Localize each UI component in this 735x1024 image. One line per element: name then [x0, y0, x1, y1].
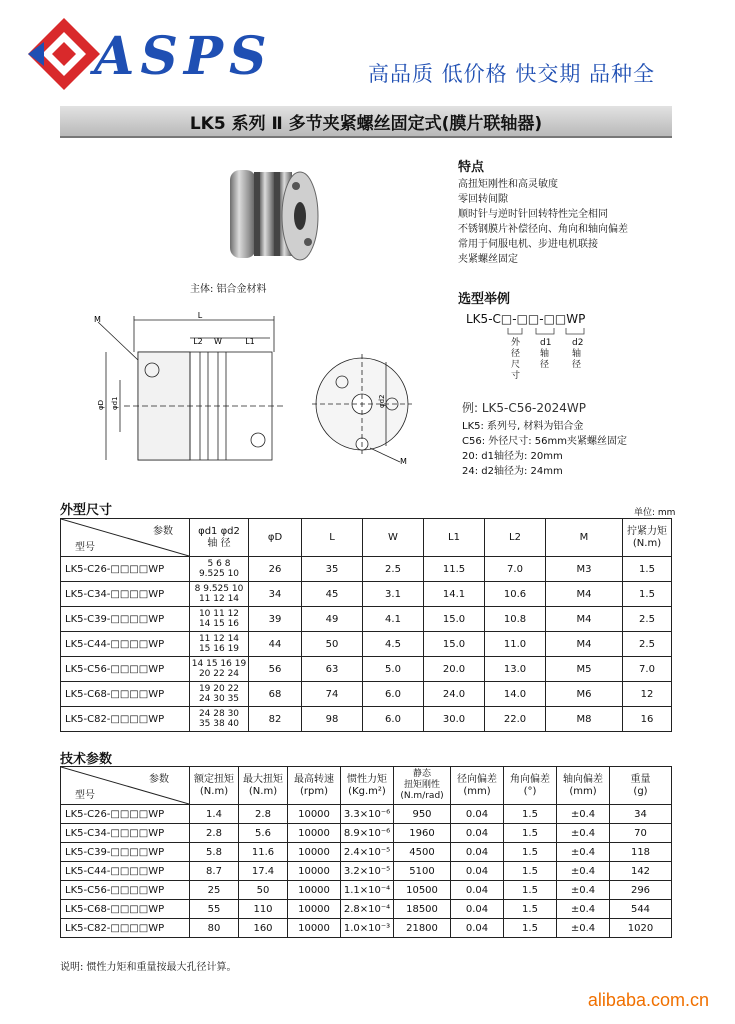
label-outer-size: 外径尺寸	[511, 338, 521, 381]
dim-M-end: M	[400, 457, 407, 466]
header-stiffness: 静态 扭矩刚性 (N.m/rad)	[394, 767, 451, 805]
cell-inertia: 1.1×10⁻⁴	[341, 881, 394, 900]
header-axial: 轴向偏差 (mm)	[557, 767, 610, 805]
cell-torque: 2.5	[623, 632, 672, 657]
cell-W: 6.0	[363, 707, 424, 732]
cell-inertia: 3.2×10⁻⁵	[341, 862, 394, 881]
cell-radial: 0.04	[451, 881, 504, 900]
header-W: W	[363, 519, 424, 557]
technical-table	[60, 766, 672, 938]
cell-model: LK5-C39-□□□□WP	[61, 607, 190, 632]
cell-angular: 1.5	[504, 862, 557, 881]
cell-rated: 25	[190, 881, 239, 900]
table-row	[61, 900, 672, 919]
cell-axial: ±0.4	[557, 919, 610, 938]
cell-M: M6	[546, 682, 623, 707]
cell-L1: 15.0	[424, 632, 485, 657]
cell-bore: 10 11 12 14 15 16	[190, 607, 249, 632]
cell-torque: 1.5	[623, 582, 672, 607]
cell-bore: 11 12 14 15 16 19	[190, 632, 249, 657]
slogan: 高品质 低价格 快交期 品种全	[368, 62, 656, 86]
cell-model: LK5-C44-□□□□WP	[61, 632, 190, 657]
cell-stiffness: 950	[394, 805, 451, 824]
cell-speed: 10000	[288, 862, 341, 881]
cell-radial: 0.04	[451, 805, 504, 824]
cell-stiffness: 1960	[394, 824, 451, 843]
cell-L2: 7.0	[485, 557, 546, 582]
dim-phiD: φD	[97, 399, 105, 410]
cell-model: LK5-C26-□□□□WP	[61, 805, 190, 824]
cell-L2: 11.0	[485, 632, 546, 657]
note-line: LK5: 系列号, 材料为铝合金	[462, 421, 584, 432]
cell-axial: ±0.4	[557, 881, 610, 900]
cell-axial: ±0.4	[557, 862, 610, 881]
cell-weight: 142	[610, 862, 672, 881]
cell-L: 35	[302, 557, 363, 582]
cell-rated: 80	[190, 919, 239, 938]
cell-M: M5	[546, 657, 623, 682]
selection-example: 例: LK5-C56-2024WP	[462, 401, 586, 415]
dim-M: M	[94, 315, 101, 324]
cell-L2: 10.6	[485, 582, 546, 607]
cell-L1: 15.0	[424, 607, 485, 632]
note-line: 24: d2轴径为: 24mm	[462, 466, 563, 477]
header-radial: 径向偏差 (mm)	[451, 767, 504, 805]
header-param: 参数	[153, 526, 173, 537]
cell-speed: 10000	[288, 900, 341, 919]
cell-torque: 16	[623, 707, 672, 732]
dim-phid2: φd2	[378, 394, 386, 408]
cell-speed: 10000	[288, 843, 341, 862]
dimensions-table	[60, 518, 672, 732]
cell-W: 3.1	[363, 582, 424, 607]
cell-inertia: 2.4×10⁻⁵	[341, 843, 394, 862]
feature-item: 高扭矩刚性和高灵敏度	[458, 179, 558, 190]
selection-notes	[462, 419, 627, 479]
cell-inertia: 3.3×10⁻⁶	[341, 805, 394, 824]
cell-weight: 70	[610, 824, 672, 843]
header-L: L	[302, 519, 363, 557]
cell-model: LK5-C26-□□□□WP	[61, 557, 190, 582]
cell-model: LK5-C39-□□□□WP	[61, 843, 190, 862]
footnote: 说明: 惯性力矩和重量按最大孔径计算。	[60, 962, 237, 973]
cell-bore: 5 6 8 9.525 10	[190, 557, 249, 582]
cell-angular: 1.5	[504, 824, 557, 843]
header-bore: φd1 φd2 轴 径	[190, 519, 249, 557]
cell-stiffness: 18500	[394, 900, 451, 919]
cell-M: M3	[546, 557, 623, 582]
table-row	[61, 824, 672, 843]
cell-L: 49	[302, 607, 363, 632]
dimensions-heading: 外型尺寸	[60, 503, 113, 518]
brand-text: ASPS	[94, 26, 273, 87]
cell-L: 63	[302, 657, 363, 682]
cell-W: 4.5	[363, 632, 424, 657]
cell-speed: 10000	[288, 881, 341, 900]
cell-D: 56	[249, 657, 302, 682]
header-L1: L1	[424, 519, 485, 557]
table-row	[61, 557, 672, 582]
feature-item: 零回转间隙	[458, 194, 508, 205]
header-weight: 重量 (g)	[610, 767, 672, 805]
cell-model: LK5-C34-□□□□WP	[61, 824, 190, 843]
cell-inertia: 8.9×10⁻⁶	[341, 824, 394, 843]
unit-label: 单位: mm	[634, 508, 676, 518]
cell-torque: 2.5	[623, 607, 672, 632]
cell-M: M8	[546, 707, 623, 732]
table-row	[61, 632, 672, 657]
table-row	[61, 843, 672, 862]
side-view-drawing	[94, 312, 294, 462]
table-row	[61, 707, 672, 732]
cell-weight: 34	[610, 805, 672, 824]
cell-L2: 22.0	[485, 707, 546, 732]
cell-W: 4.1	[363, 607, 424, 632]
cell-weight: 544	[610, 900, 672, 919]
header-torque: 拧紧力矩 (N.m)	[623, 519, 672, 557]
cell-W: 5.0	[363, 657, 424, 682]
cell-max: 17.4	[239, 862, 288, 881]
cell-speed: 10000	[288, 919, 341, 938]
cell-axial: ±0.4	[557, 900, 610, 919]
watermark: alibaba.com.cn	[587, 990, 709, 1010]
cell-torque: 7.0	[623, 657, 672, 682]
cell-speed: 10000	[288, 805, 341, 824]
dim-W: W	[214, 337, 222, 346]
cell-model: LK5-C34-□□□□WP	[61, 582, 190, 607]
cell-radial: 0.04	[451, 862, 504, 881]
feature-item: 顺时针与逆时针回转特性完全相同	[458, 209, 608, 220]
selection-heading: 选型举例	[458, 292, 511, 307]
diag-header-cell	[61, 519, 190, 557]
cell-model: LK5-C44-□□□□WP	[61, 862, 190, 881]
header-model: 型号	[75, 790, 95, 801]
feature-item: 常用于伺服电机、步进电机联接	[458, 239, 598, 250]
cell-rated: 55	[190, 900, 239, 919]
cell-D: 26	[249, 557, 302, 582]
cell-angular: 1.5	[504, 919, 557, 938]
cell-max: 5.6	[239, 824, 288, 843]
cell-L: 98	[302, 707, 363, 732]
note-line: C56: 外径尺寸: 56mm夹紧螺丝固定	[462, 436, 628, 447]
cell-D: 68	[249, 682, 302, 707]
table-row	[61, 682, 672, 707]
cell-L1: 11.5	[424, 557, 485, 582]
label-d2: d2轴径	[572, 338, 584, 370]
cell-weight: 1020	[610, 919, 672, 938]
header-param: 参数	[149, 774, 169, 785]
cell-stiffness: 4500	[394, 843, 451, 862]
page-title: LK5 系列 Ⅱ 多节夹紧螺丝固定式(膜片联轴器)	[189, 114, 543, 134]
cell-axial: ±0.4	[557, 843, 610, 862]
header-M: M	[546, 519, 623, 557]
cell-model: LK5-C68-□□□□WP	[61, 900, 190, 919]
cell-weight: 296	[610, 881, 672, 900]
cell-rated: 5.8	[190, 843, 239, 862]
diag-header-cell	[61, 767, 190, 805]
cell-L2: 14.0	[485, 682, 546, 707]
table-row	[61, 582, 672, 607]
cell-D: 44	[249, 632, 302, 657]
cell-torque: 1.5	[623, 557, 672, 582]
end-view-drawing	[300, 340, 426, 474]
table-row	[61, 919, 672, 938]
cell-max: 2.8	[239, 805, 288, 824]
model-code: LK5-C□-□□-□□WP	[466, 312, 586, 326]
cell-speed: 10000	[288, 824, 341, 843]
cell-weight: 118	[610, 843, 672, 862]
cell-L1: 30.0	[424, 707, 485, 732]
cell-stiffness: 21800	[394, 919, 451, 938]
cell-rated: 1.4	[190, 805, 239, 824]
cell-max: 11.6	[239, 843, 288, 862]
table-row	[61, 607, 672, 632]
cell-M: M4	[546, 607, 623, 632]
header-max: 最大扭矩 (N.m)	[239, 767, 288, 805]
header-L2: L2	[485, 519, 546, 557]
cell-torque: 12	[623, 682, 672, 707]
dim-phid1: φd1	[111, 396, 119, 410]
cell-L: 50	[302, 632, 363, 657]
cell-stiffness: 10500	[394, 881, 451, 900]
features-heading: 特点	[458, 160, 485, 175]
header-rated: 额定扭矩 (N.m)	[190, 767, 239, 805]
dim-L2: L2	[193, 337, 203, 346]
cell-M: M4	[546, 582, 623, 607]
cell-angular: 1.5	[504, 900, 557, 919]
cell-model: LK5-C56-□□□□WP	[61, 657, 190, 682]
cell-inertia: 1.0×10⁻³	[341, 919, 394, 938]
cell-max: 160	[239, 919, 288, 938]
cell-D: 39	[249, 607, 302, 632]
cell-L: 74	[302, 682, 363, 707]
cell-D: 82	[249, 707, 302, 732]
cell-L2: 13.0	[485, 657, 546, 682]
code-brackets	[506, 326, 586, 338]
cell-radial: 0.04	[451, 919, 504, 938]
cell-model: LK5-C68-□□□□WP	[61, 682, 190, 707]
cell-radial: 0.04	[451, 824, 504, 843]
cell-bore: 19 20 22 24 30 35	[190, 682, 249, 707]
label-d1: d1轴径	[540, 338, 552, 370]
header-speed: 最高转速 (rpm)	[288, 767, 341, 805]
cell-bore: 14 15 16 19 20 22 24	[190, 657, 249, 682]
cell-rated: 2.8	[190, 824, 239, 843]
cell-W: 6.0	[363, 682, 424, 707]
cell-inertia: 2.8×10⁻⁴	[341, 900, 394, 919]
cell-D: 34	[249, 582, 302, 607]
cell-angular: 1.5	[504, 881, 557, 900]
dim-L1: L1	[245, 337, 255, 346]
header-model: 型号	[75, 542, 95, 553]
cell-stiffness: 5100	[394, 862, 451, 881]
cell-W: 2.5	[363, 557, 424, 582]
cell-bore: 8 9.525 10 11 12 14	[190, 582, 249, 607]
cell-max: 50	[239, 881, 288, 900]
cell-L: 45	[302, 582, 363, 607]
cell-model: LK5-C82-□□□□WP	[61, 919, 190, 938]
cell-rated: 8.7	[190, 862, 239, 881]
technical-heading: 技术参数	[60, 752, 113, 767]
cell-angular: 1.5	[504, 805, 557, 824]
cell-axial: ±0.4	[557, 805, 610, 824]
table-row	[61, 805, 672, 824]
asps-logo	[24, 14, 344, 94]
coupling-photo	[226, 160, 322, 276]
table-row	[61, 657, 672, 682]
table-row	[61, 881, 672, 900]
cell-axial: ±0.4	[557, 824, 610, 843]
cell-L2: 10.8	[485, 607, 546, 632]
cell-radial: 0.04	[451, 843, 504, 862]
cell-angular: 1.5	[504, 843, 557, 862]
features-list	[458, 177, 628, 267]
feature-item: 夹紧螺丝固定	[458, 254, 518, 265]
cell-model: LK5-C82-□□□□WP	[61, 707, 190, 732]
cell-radial: 0.04	[451, 900, 504, 919]
header-D: φD	[249, 519, 302, 557]
cell-L1: 20.0	[424, 657, 485, 682]
cell-L1: 14.1	[424, 582, 485, 607]
cell-bore: 24 28 30 35 38 40	[190, 707, 249, 732]
cell-model: LK5-C56-□□□□WP	[61, 881, 190, 900]
dim-L: L	[197, 312, 203, 320]
cell-L1: 24.0	[424, 682, 485, 707]
note-line: 20: d1轴径为: 20mm	[462, 451, 563, 462]
feature-item: 不锈钢膜片补偿径向、角向和轴向偏差	[458, 224, 628, 235]
header-inertia: 惯性力矩 (Kg.m²)	[341, 767, 394, 805]
cell-M: M4	[546, 632, 623, 657]
header-angular: 角向偏差 (°)	[504, 767, 557, 805]
cell-max: 110	[239, 900, 288, 919]
table-row	[61, 862, 672, 881]
photo-caption: 主体: 铝合金材料	[190, 284, 267, 295]
